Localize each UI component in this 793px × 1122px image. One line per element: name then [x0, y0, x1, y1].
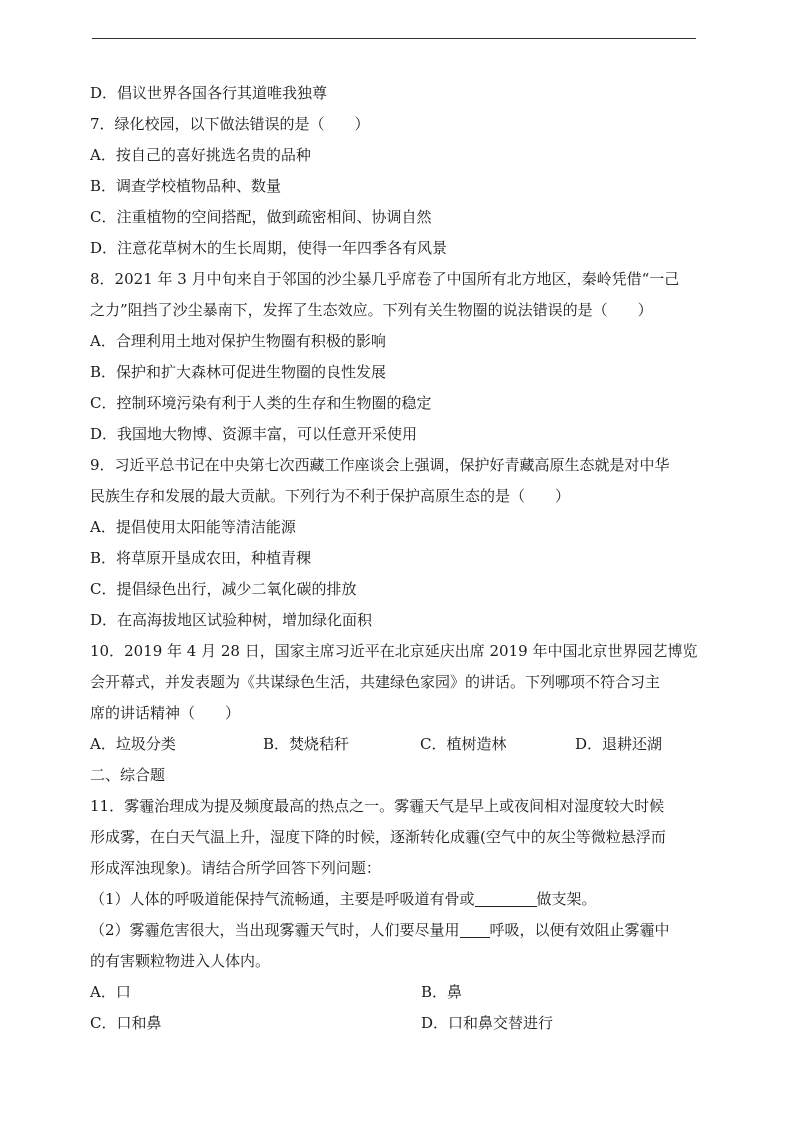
q8-stem-line1: 8．2021 年 3 月中旬来自于邻国的沙尘暴几乎席卷了中国所有北方地区，秦岭凭借“一己: [90, 270, 680, 288]
q11-option-c: C．口和鼻: [90, 1014, 162, 1032]
q7-option-c: C．注重植物的空间搭配，做到疏密相间、协调自然: [90, 208, 432, 226]
q11-option-b: B．鼻: [421, 983, 463, 1001]
answer-blank: [460, 921, 490, 938]
q10-stem-line2: 会开幕式，并发表题为《共谋绿色生活，共建绿色家园》的讲话。下列哪项不符合习主: [90, 673, 661, 691]
q11-part2-tail: 呼吸，以便有效阻止雾霾中: [489, 921, 670, 939]
q10-stem-line3: 席的讲话精神（ ）: [90, 704, 241, 722]
q7-stem: 7．绿化校园，以下做法错误的是（ ）: [90, 115, 370, 133]
q7-option-a: A．按自己的喜好挑选名贵的品种: [90, 146, 311, 164]
q11-option-d: D．口和鼻交替进行: [421, 1014, 554, 1032]
q11-option-a: A．口: [90, 983, 131, 1001]
q11-part1-text: （1）人体的呼吸道能保持气流畅通，主要是呼吸道有骨或: [90, 890, 475, 908]
q8-option-d: D．我国地大物博、资源丰富，可以任意开采使用: [90, 425, 418, 443]
q9-option-c: C．提倡绿色出行，减少二氧化碳的排放: [90, 580, 357, 598]
q8-option-b: B．保护和扩大森林可促进生物圈的良性发展: [90, 363, 387, 381]
q9-option-b: B．将草原开垦成农田，种植青稞: [90, 549, 312, 567]
q9-stem-line2: 民族生存和发展的最大贡献。下列行为不利于保护高原生态的是（ ）: [90, 487, 571, 505]
answer-blank: [475, 890, 537, 907]
q8-option-c: C．控制环境污染有利于人类的生存和生物圈的稳定: [90, 394, 432, 412]
q7-option-d: D．注意花草树木的生长周期，使得一年四季各有风景: [90, 239, 448, 257]
document-body: [90, 78, 710, 1039]
q11-options-row2: [90, 1008, 710, 1039]
q11-part2: [90, 915, 710, 946]
header-rule: [92, 38, 696, 39]
q11-part1-tail: 做支架。: [536, 890, 597, 908]
q9-option-d: D．在高海拔地区试验种树，增加绿化面积: [90, 611, 373, 629]
q11-stem-line1: 11．雾霾治理成为提及频度最高的热点之一。雾霾天气是早上或夜间相对湿度较大时候: [90, 797, 665, 815]
q9-stem-line1: 9．习近平总书记在中央第七次西藏工作座谈会上强调，保护好青藏高原生态就是对中华: [90, 456, 670, 474]
q8-stem-line2: 之力”阻挡了沙尘暴南下，发挥了生态效应。下列有关生物圈的说法错误的是（ ）: [90, 301, 653, 319]
q11-stem-line2: 形成雾，在白天气温上升，湿度下降的时候，逐渐转化成霾(空气中的灰尘等微粒悬浮而: [90, 828, 666, 846]
q6-option-d: D．倡议世界各国各行其道唯我独尊: [90, 84, 328, 102]
q10-stem-line1: 10．2019 年 4 月 28 日，国家主席习近平在北京延庆出席 2019 年中国北京世界园艺博览: [90, 642, 698, 660]
q11-part1: [90, 884, 710, 915]
q10-options: [90, 729, 710, 760]
q11-part2-line2: 的有害颗粒物进入人体内。: [90, 952, 271, 970]
q10-option-a: A．垃圾分类: [90, 735, 176, 753]
q11-stem-line3: 形成浑浊现象)。请结合所学回答下列问题：: [90, 859, 381, 877]
q9-option-a: A．提倡使用太阳能等清洁能源: [90, 518, 296, 536]
q10-option-d: D．退耕还湖: [575, 735, 663, 753]
q10-option-b: B．焚烧秸秆: [263, 735, 350, 753]
section-heading: 二、综合题: [90, 766, 166, 784]
q11-part2-text: （2）雾霾危害很大，当出现雾霾天气时，人们要尽量用: [90, 921, 460, 939]
q8-option-a: A．合理利用土地对保护生物圈有积极的影响: [90, 332, 386, 350]
q11-options-row1: [90, 977, 710, 1008]
q10-option-c: C．植树造林: [420, 735, 507, 753]
q7-option-b: B．调查学校植物品种、数量: [90, 177, 282, 195]
